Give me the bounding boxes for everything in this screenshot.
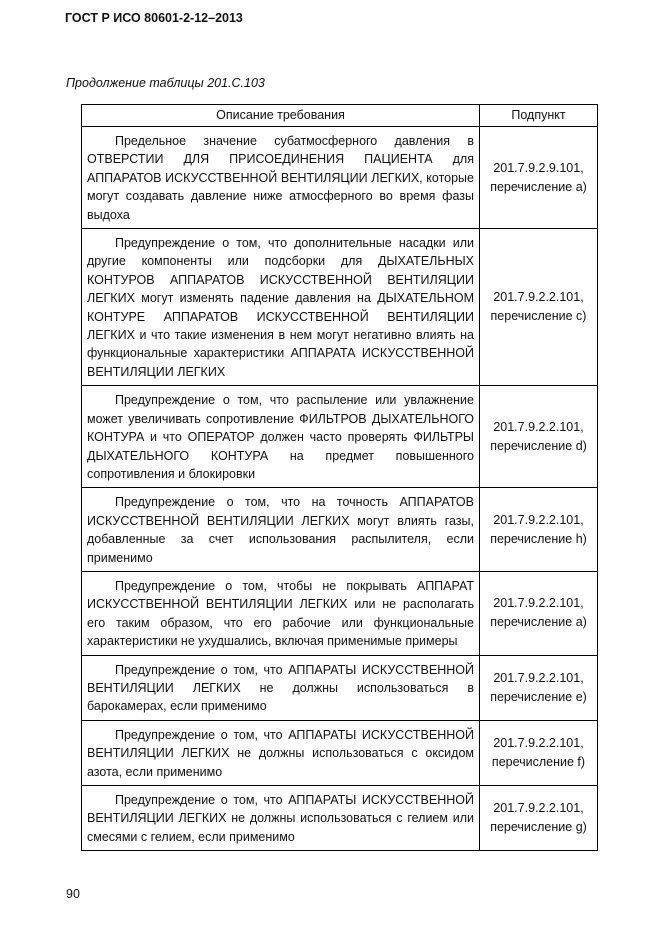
requirement-description: Предупреждение о том, что на точность АППАРАТОВ ИСКУССТВЕННОЙ ВЕНТИЛЯЦИИ ЛЕГКИХ могут влиять газы, добавленные за счет использования распылителя, если применимо: [82, 488, 480, 572]
subclause-number: 201.7.9.2.2.101,: [493, 735, 584, 750]
subclause-cell: [480, 571, 598, 655]
subclause-number: 201.7.9.2.2.101,: [493, 290, 584, 305]
subclause-cell: [480, 127, 598, 229]
table-row: [82, 488, 598, 572]
requirement-description: Предупреждение о том, что распыление или увлажнение может увеличивать сопротивление ФИЛЬТРОВ ДЫХАТЕЛЬНОГО КОНТУРА и что ОПЕРАТОР должен часто проверять ФИЛЬТРЫ ДЫХАТЕЛЬНОГО КОНТУРА на предмет повышенного сопротивления и блокировки: [82, 386, 480, 488]
subclause-enumeration: перечисление h): [490, 531, 587, 546]
subclause-number: 201.7.9.2.9.101,: [493, 160, 584, 175]
column-header-description: Описание требования: [82, 105, 480, 127]
subclause-enumeration: перечисление d): [490, 438, 587, 453]
page-number: 90: [66, 887, 80, 901]
subclause-cell: [480, 488, 598, 572]
subclause-enumeration: перечисление е): [490, 689, 587, 704]
subclause-number: 201.7.9.2.2.101,: [493, 670, 584, 685]
requirement-description: Предупреждение о том, что дополнительные насадки или другие компоненты или подсборки для ДЫХАТЕЛЬНЫХ КОНТУРОВ АППАРАТОВ ИСКУССТВЕННОЙ ВЕНТИЛЯЦИИ ЛЕГКИХ могут изменять падение давления на ДЫХАТЕЛЬНОМ КОНТУРЕ АППАРАТОВ ИСКУССТВЕННОЙ ВЕНТИЛЯЦИИ ЛЕГКИХ и что такие изменения в нем могут негативно влиять на функциональные характеристики АППАРАТА ИСКУССТВЕННОЙ ВЕНТИЛЯЦИИ ЛЕГКИХ: [82, 229, 480, 386]
subclause-enumeration: перечисление f): [491, 754, 586, 769]
column-header-subclause: Подпункт: [480, 105, 598, 127]
subclause-cell: [480, 229, 598, 386]
table-row: [82, 386, 598, 488]
subclause-cell: [480, 720, 598, 785]
subclause-number: 201.7.9.2.2.101,: [493, 596, 584, 611]
requirement-description: Предупреждение о том, чтобы не покрывать АППАРАТ ИСКУССТВЕННОЙ ВЕНТИЛЯЦИИ ЛЕГКИХ или не располагать его таким образом, что его рабочие или функциональные характеристики не ухудшались, включая применимые примеры: [82, 571, 480, 655]
table-row: [82, 127, 598, 229]
table-row: [82, 229, 598, 386]
table-row: [82, 786, 598, 851]
table-caption: Продолжение таблицы 201.С.103: [66, 76, 265, 90]
table-row: [82, 571, 598, 655]
requirement-description: Предельное значение субатмосферного давления в ОТВЕРСТИИ ДЛЯ ПРИСОЕДИНЕНИЯ ПАЦИЕНТА для АППАРАТОВ ИСКУССТВЕННОЙ ВЕНТИЛЯЦИИ ЛЕГКИХ, которые могут создавать давление ниже атмосферного во время фазы выдоха: [82, 127, 480, 229]
requirement-description: Предупреждение о том, что АППАРАТЫ ИСКУССТВЕННОЙ ВЕНТИЛЯЦИИ ЛЕГКИХ не должны использоваться в барокамерах, если применимо: [82, 655, 480, 720]
subclause-number: 201.7.9.2.2.101,: [493, 419, 584, 434]
requirements-table: [81, 104, 598, 851]
subclause-enumeration: перечисление а): [490, 179, 587, 194]
document-code: ГОСТ Р ИСО 80601-2-12–2013: [65, 11, 243, 25]
subclause-enumeration: перечисление g): [490, 820, 587, 835]
table-header-row: [82, 105, 598, 127]
subclause-cell: [480, 655, 598, 720]
table-row: [82, 720, 598, 785]
subclause-number: 201.7.9.2.2.101,: [493, 801, 584, 816]
subclause-cell: [480, 386, 598, 488]
subclause-enumeration: перечисление а): [490, 615, 587, 630]
table-row: [82, 655, 598, 720]
requirement-description: Предупреждение о том, что АППАРАТЫ ИСКУССТВЕННОЙ ВЕНТИЛЯЦИИ ЛЕГКИХ не должны использоваться с гелием или смесями с гелием, если применимо: [82, 786, 480, 851]
subclause-enumeration: перечисление с): [490, 309, 587, 324]
requirement-description: Предупреждение о том, что АППАРАТЫ ИСКУССТВЕННОЙ ВЕНТИЛЯЦИИ ЛЕГКИХ не должны использоваться с оксидом азота, если применимо: [82, 720, 480, 785]
subclause-number: 201.7.9.2.2.101,: [493, 512, 584, 527]
subclause-cell: [480, 786, 598, 851]
